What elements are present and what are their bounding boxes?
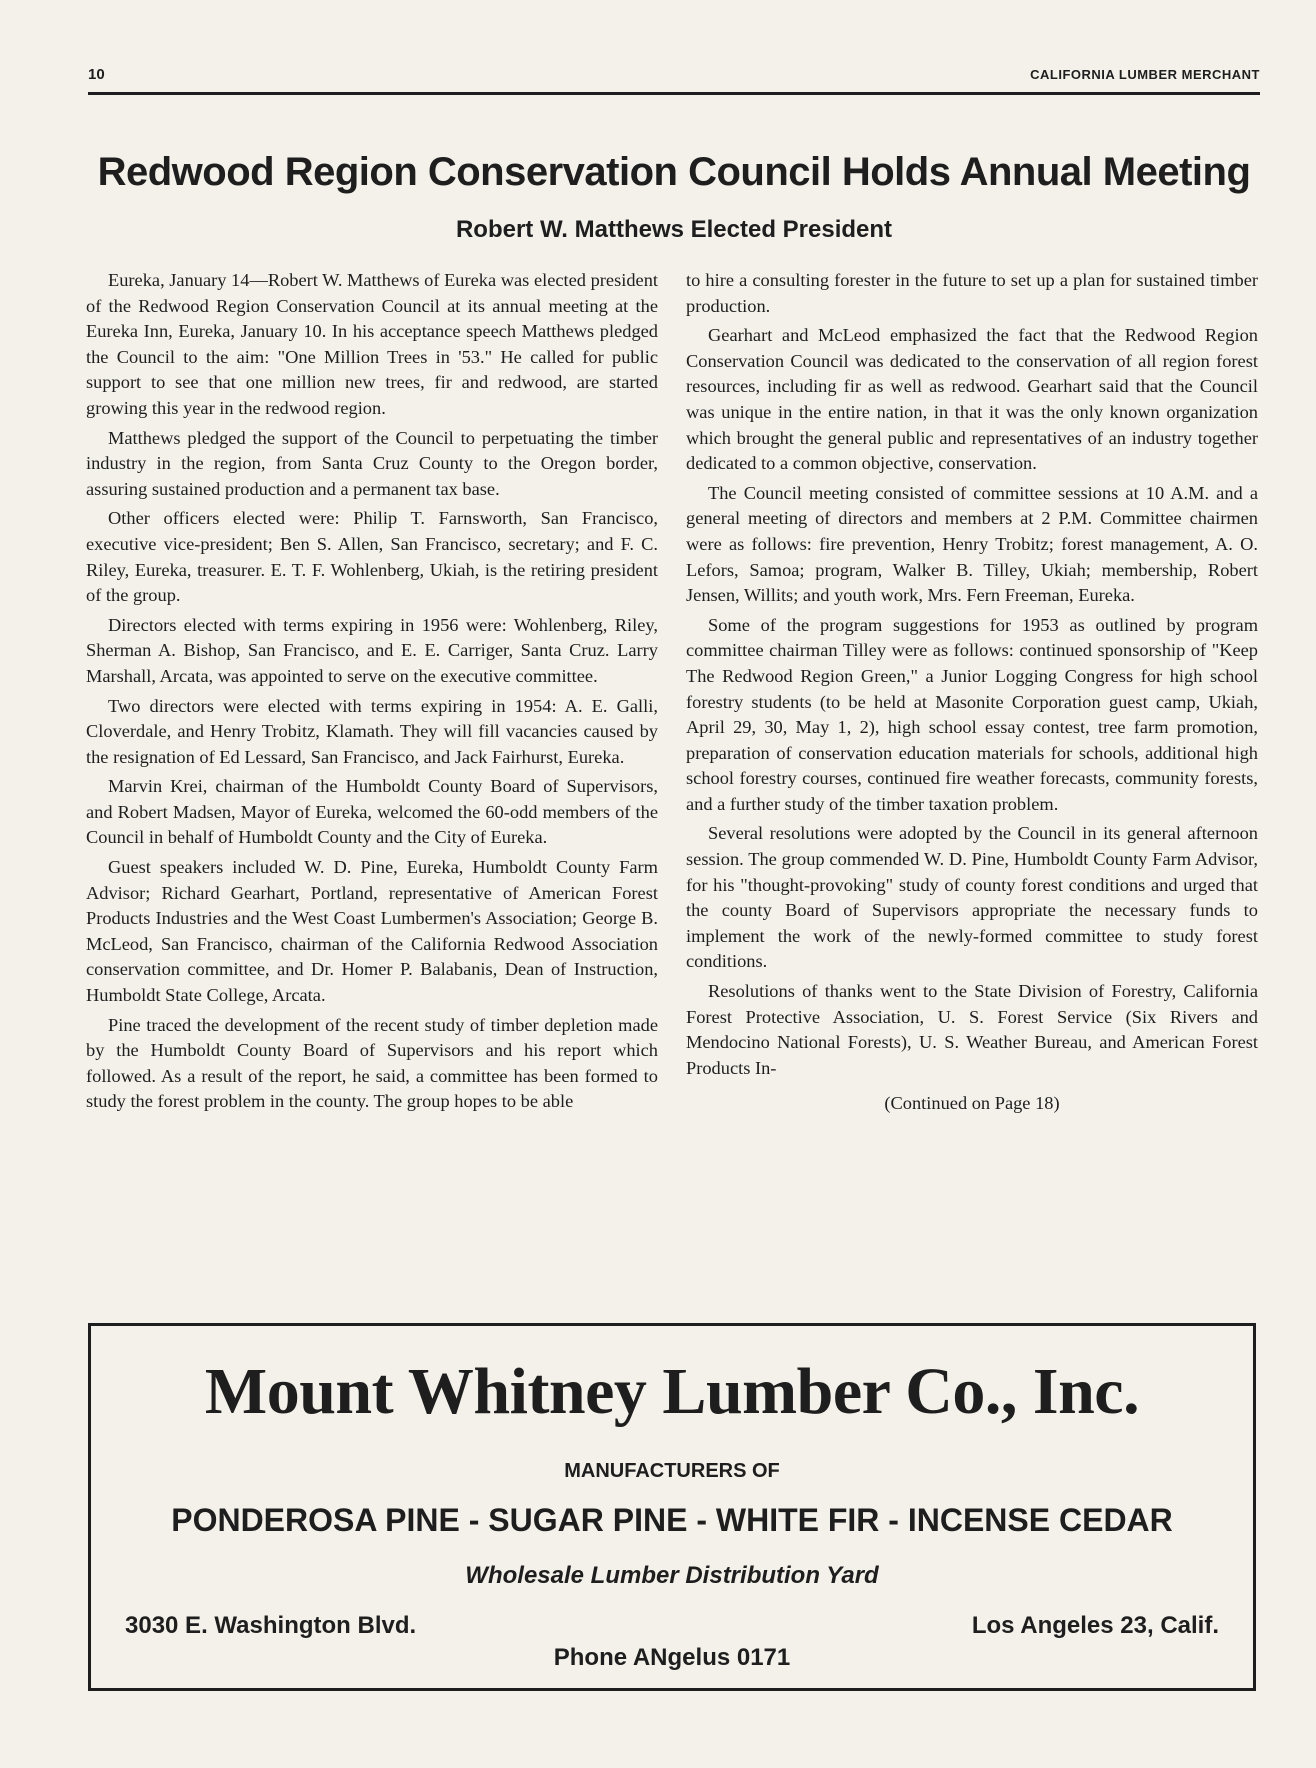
ad-tagline: MANUFACTURERS OF [564, 1460, 780, 1482]
paragraph: Marvin Krei, chairman of the Humboldt County Board of Supervisors, and Robert Madsen, Mayor of Eureka, welcomed the 60-odd members of the Council in behalf of Humboldt County and the City of Eureka. [86, 776, 658, 848]
paragraph: to hire a consulting forester in the future to set up a plan for sustained timber production. [686, 270, 1258, 316]
paragraph: Eureka, January 14—Robert W. Matthews of Eureka was elected president of the Redwood Region Conservation Council at its annual meeting at the Eureka Inn, Eureka, January 10. In his acceptance speech Matthews pledged the Council to the aim: "One Million Trees in '53." He called for public support to see that one million new trees, fir and redwood, are started growing this year in the redwood region. [86, 270, 658, 418]
paragraph: Other officers elected were: Philip T. Farnsworth, San Francisco, executive vice-president; Ben S. Allen, San Francisco, secretary; and F. C. Riley, Eureka, treasurer. E. T. F. Wohlenberg, Ukiah, is the retiring president of the group. [86, 508, 658, 606]
paragraph: Two directors were elected with terms expiring in 1954: A. E. Galli, Cloverdale, and Henry Trobitz, Klamath. They will fill vacancies caused by the resignation of Ed Lessard, San Francisco, and Jack Fairhurst, Eureka. [86, 695, 658, 767]
paragraph: Matthews pledged the support of the Council to perpetuating the timber industry in the region, from Santa Cruz County to the Oregon border, assuring sustained production and a permanent tax base. [86, 427, 658, 499]
paragraph: Directors elected with terms expiring in 1956 were: Wohlenberg, Riley, Sherman A. Bishop, San Francisco, and E. E. Carriger, Santa Cruz. Larry Marshall, Arcata, was appointed to serve on the executive committee. [86, 614, 658, 686]
paragraph: Resolutions of thanks went to the State Division of Forestry, California Forest Protective Association, U. S. Forest Service (Six Rivers and Mendocino National Forests), U. S. Weather Bureau, and American Forest Products In- [686, 981, 1258, 1078]
continued-notice: (Continued on Page 18) [884, 1093, 1060, 1114]
ad-address: 3030 E. Washington Blvd. [125, 1612, 417, 1639]
paragraph: Some of the program suggestions for 1953 as outlined by program committee chairman Tilley were as follows: continued sponsorship of "Keep The Redwood Region Green," a Junior Logging Congress for high school forestry students (to be held at Masonite Corporation guest camp, Ukiah, April 29, 30, May 1, 2), high school essay contest, tree farm promotion, preparation of conservation education materials for schools, additional high school forestry courses, continued fire weather forecasts, community forests, and a further study of the timber taxation problem. [686, 614, 1258, 814]
ad-yard: Wholesale Lumber Distribution Yard [465, 1562, 879, 1589]
paragraph: Guest speakers included W. D. Pine, Eureka, Humboldt County Farm Advisor; Richard Gearhart, Portland, representative of American Forest Products Industries and the West Coast Lumbermen's Association; George B. McLeod, San Francisco, chairman of the California Redwood Association conservation committee, and Dr. Homer P. Balabanis, Dean of Instruction, Humboldt State College, Arcata. [86, 857, 658, 1006]
paragraph: Gearhart and McLeod emphasized the fact that the Redwood Region Conservation Council was dedicated to the conservation of all region forest resources, including fir as well as redwood. Gearhart said that the Council was unique in the entire nation, in that it was the only known organization which brought the general public and representatives of an industry together dedicated to a common objective, conservation. [686, 325, 1258, 474]
ad-phone: Phone ANgelus 0171 [553, 1644, 791, 1671]
ad-company-name: Mount Whitney Lumber Co., Inc. [204, 1355, 1140, 1428]
publication-name: CALIFORNIA LUMBER MERCHANT [1030, 67, 1260, 82]
running-head [88, 64, 1260, 88]
paragraph: Pine traced the development of the recent study of timber depletion made by the Humboldt County Board of Supervisors and his report which followed. As a result of the report, he said, a committee has been formed to study the forest problem in the county. The group hopes to be able [86, 1014, 658, 1112]
header-rule [88, 92, 1260, 95]
advertisement-box [88, 1323, 1256, 1691]
ad-products: PONDEROSA PINE - SUGAR PINE - WHITE FIR - INCENSE CEDAR [171, 1502, 1173, 1538]
paragraph: Several resolutions were adopted by the Council in its general afternoon session. The group commended W. D. Pine, Humboldt County Farm Advisor, for his "thought-provoking" study of county forest conditions and urged that the county Board of Supervisors appropriate the necessary funds to implement the work of the newly-formed committee to study forest conditions. [686, 823, 1258, 972]
page-number: 10 [88, 66, 105, 83]
ad-city: Los Angeles 23, Calif. [971, 1612, 1219, 1639]
article-subheadline: Robert W. Matthews Elected President [455, 216, 893, 243]
article-column-right [686, 268, 1258, 1298]
article-column-left [86, 268, 658, 1298]
paragraph: The Council meeting consisted of committee sessions at 10 A.M. and a general meeting of directors and members at 2 P.M. Committee chairmen were as follows: fire prevention, Henry Trobitz; forest management, A. O. Lefors, Samoa; program, Walker B. Tilley, Ukiah; membership, Robert Jensen, Willits; and youth work, Mrs. Fern Freeman, Eureka. [686, 482, 1258, 606]
article-headline: Redwood Region Conservation Council Holds Annual Meeting [97, 150, 1251, 194]
